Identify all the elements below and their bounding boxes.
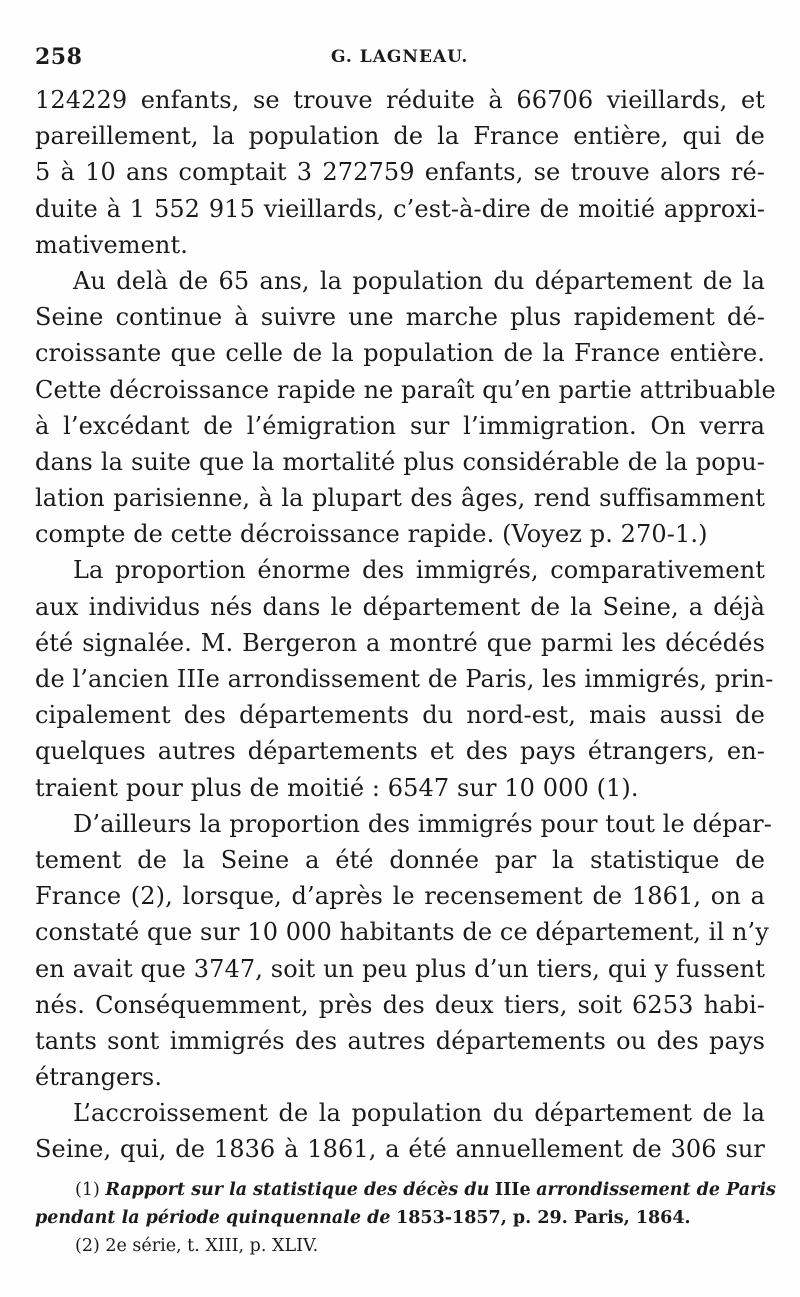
paragraph-start-line: Au delà de 65 ans, la population du département de la xyxy=(73,266,765,295)
footnote-1-reference: 1853-1857, p. 29. Paris, 1864. xyxy=(396,1208,691,1228)
text-line: constaté que sur 10 000 habitants de ce département, il n’y xyxy=(35,918,769,947)
footnote-1-title: Rapport sur la statistique des décès du xyxy=(105,1180,490,1200)
text-line: Seine, qui, de 1836 à 1861, a été annuellement de 306 sur xyxy=(35,1135,765,1164)
text-line: Cette décroissance rapide ne paraît qu’en partie attribuable xyxy=(35,375,776,404)
text-line: aux individus nés dans le département de la Seine, a déjà xyxy=(35,592,765,621)
text-line: compte de cette décroissance rapide. (Voyez p. 270-1.) xyxy=(35,520,708,549)
text-line: 5 à 10 ans comptait 3 272759 enfants, se trouve alors ré- xyxy=(35,158,765,187)
text-line: quelques autres départements et des pays étrangers, en- xyxy=(35,737,765,766)
footnote-1-marker: (1) xyxy=(75,1180,100,1200)
text-line: tants sont immigrés des autres départements ou des pays xyxy=(35,1026,765,1055)
text-line: duite à 1 552 915 vieillards, c’est-à-dire de moitié approxi- xyxy=(35,194,765,223)
text-line: cipalement des départements du nord-est, mais aussi de xyxy=(35,701,765,730)
text-line: croissante que celle de la population de la France entière. xyxy=(35,339,765,368)
paragraph-start-line: D’ailleurs la proportion des immigrés pour tout le dépar- xyxy=(73,809,772,838)
text-line: en avait que 3747, soit un peu plus d’un tiers, qui y fussent xyxy=(35,954,765,983)
text-line: été signalée. M. Bergeron a montré que parmi les décédés xyxy=(35,628,765,657)
text-line: 124229 enfants, se trouve réduite à 66706 vieillards, et xyxy=(35,86,765,114)
text-line: Seine continue à suivre une marche plus rapidement dé- xyxy=(35,303,765,332)
footnote-1-line-1 xyxy=(35,1176,776,1204)
paragraph-start-line: La proportion énorme des immigrés, comparativement xyxy=(73,556,765,585)
text-line: pareillement, la population de la France entière, qui de xyxy=(35,122,765,151)
text-line: tement de la Seine a été donnée par la statistique de xyxy=(35,845,765,874)
text-line: nés. Conséquemment, près des deux tiers, soit 6253 habi- xyxy=(35,990,765,1019)
text-line: France (2), lorsque, d’après le recensement de 1861, on a xyxy=(35,882,765,911)
running-head-author: G. LAGNEAU. xyxy=(331,47,469,67)
footnote-1-period: pendant la période quinquennale de xyxy=(35,1208,391,1228)
running-head xyxy=(35,44,765,74)
footnote-1-line-2 xyxy=(35,1204,765,1232)
footnote-1-title-cont: arrondissement de Paris xyxy=(536,1180,776,1200)
text-line: dans la suite que la mortalité plus considérable de la popu- xyxy=(35,447,765,476)
paragraph-start-line: L’accroissement de la population du département de la xyxy=(73,1099,765,1128)
page-number: 258 xyxy=(35,44,83,70)
footnotes xyxy=(35,1176,776,1260)
footnote-1-numeral: IIIe xyxy=(494,1180,531,1200)
text-line: de l’ancien IIIe arrondissement de Paris, les immigrés, prin- xyxy=(35,665,774,693)
text-line: lation parisienne, à la plupart des âges, rend suffisamment xyxy=(35,484,765,513)
text-line: à l’excédant de l’émigration sur l’immigration. On verra xyxy=(35,411,765,440)
text-line: traient pour plus de moitié : 6547 sur 10 000 (1). xyxy=(35,773,639,802)
footnote-2: (2) 2e série, t. XIII, p. XLIV. xyxy=(75,1236,319,1256)
body-text xyxy=(35,82,776,1168)
footnote-divider xyxy=(35,1150,765,1151)
text-line: mativement. xyxy=(35,230,188,259)
text-line: étrangers. xyxy=(35,1063,163,1092)
